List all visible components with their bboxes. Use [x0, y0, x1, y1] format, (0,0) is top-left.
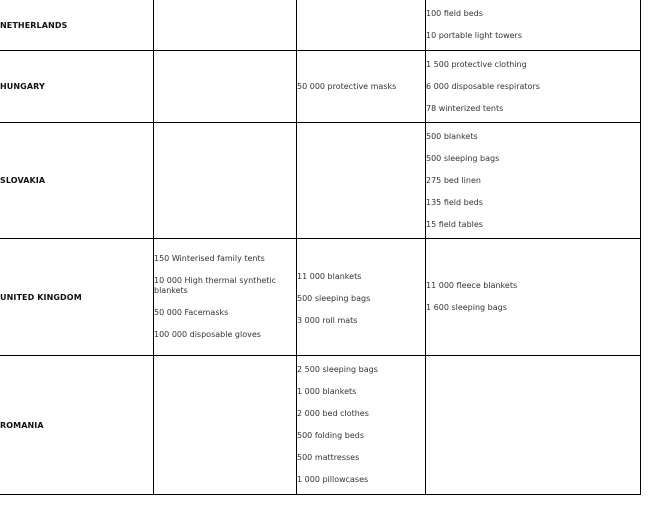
list-item: 11 000 fleece blankets	[426, 281, 518, 290]
table-row	[0, 123, 641, 239]
column-2-cell	[297, 51, 426, 123]
column-1-cell	[154, 51, 297, 123]
list-item: 1 000 pillowcases	[297, 475, 369, 484]
country-cell: HUNGARY	[0, 51, 154, 123]
country-cell: ROMANIA	[0, 356, 154, 495]
list-item: 10 000 High thermal synthetic blankets	[154, 276, 277, 295]
column-2-cell	[297, 123, 426, 239]
list-item: 500 sleeping bags	[297, 294, 371, 303]
column-1-cell	[154, 123, 297, 239]
table-row	[0, 239, 641, 356]
column-2-cell	[297, 0, 426, 51]
list-item: 78 winterized tents	[426, 103, 504, 113]
column-1-cell	[154, 0, 297, 51]
list-item: 500 mattresses	[297, 453, 360, 462]
column-3-cell	[426, 239, 641, 356]
list-item: 50 000 Facemasks	[154, 308, 229, 317]
list-item: 100 field beds	[426, 9, 483, 18]
list-item: 10 portable light towers	[426, 31, 523, 40]
list-item: 1 500 protective clothing	[426, 59, 527, 69]
list-item: 500 sleeping bags	[426, 153, 500, 163]
country-cell: NETHERLANDS	[0, 0, 154, 51]
list-item: 500 blankets	[426, 131, 478, 141]
column-3-cell	[426, 51, 641, 123]
list-item: 3 000 roll mats	[297, 316, 358, 325]
list-item: 500 folding beds	[297, 431, 364, 440]
list-item: 6 000 disposable respirators	[426, 81, 540, 91]
list-item: 2 500 sleeping bags	[297, 365, 378, 374]
list-item: 2 000 bed clothes	[297, 409, 369, 418]
country-cell: UNITED KINGDOM	[0, 239, 154, 356]
table-row	[0, 356, 641, 495]
column-1-cell	[154, 356, 297, 495]
column-1-cell	[154, 239, 297, 356]
list-item: 50 000 protective masks	[297, 81, 397, 91]
list-item: 1 000 blankets	[297, 387, 357, 396]
list-item: 135 field beds	[426, 197, 483, 207]
column-3-cell	[426, 123, 641, 239]
list-item: 1 600 sleeping bags	[426, 303, 507, 312]
list-item: 15 field tables	[426, 219, 483, 229]
country-cell: SLOVAKIA	[0, 123, 154, 239]
list-item: 275 bed linen	[426, 175, 481, 185]
list-item: 150 Winterised family tents	[154, 254, 265, 263]
column-2-cell	[297, 356, 426, 495]
list-item: 11 000 blankets	[297, 272, 362, 281]
table-row	[0, 0, 641, 51]
table-row	[0, 51, 641, 123]
list-item: 100 000 disposable gloves	[154, 330, 261, 339]
column-2-cell	[297, 239, 426, 356]
column-3-cell	[426, 356, 641, 495]
column-3-cell	[426, 0, 641, 51]
